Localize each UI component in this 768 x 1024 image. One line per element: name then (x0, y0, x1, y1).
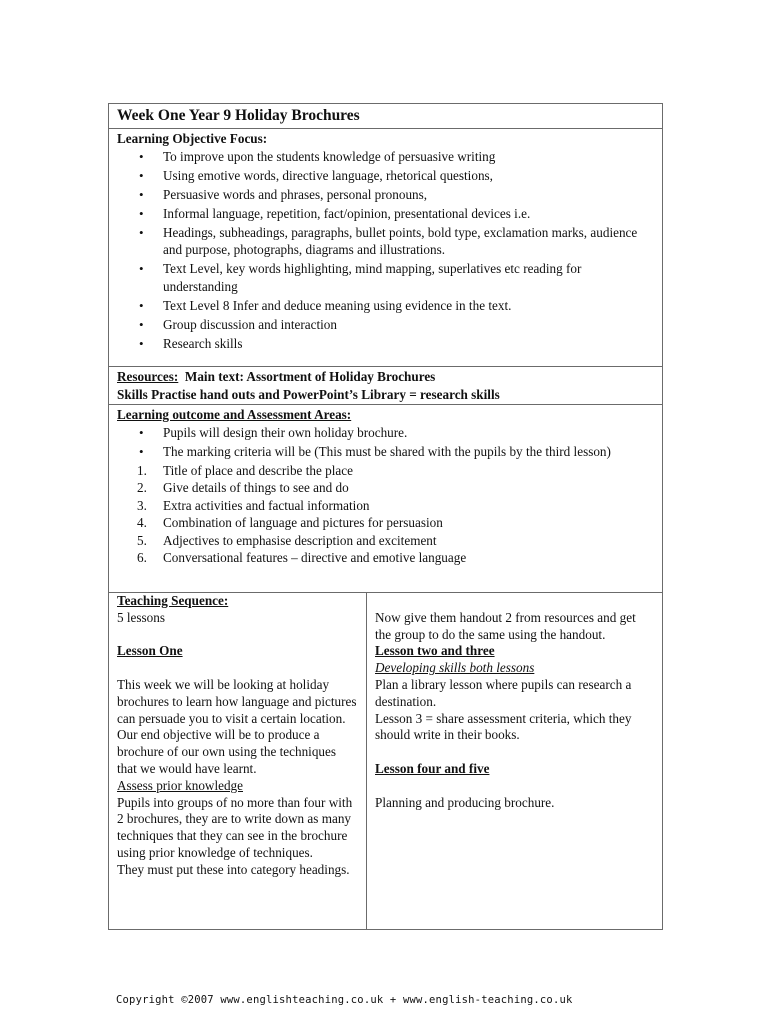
copyright-footer: Copyright ©2007 www.englishteaching.co.uk + www.english-teaching.co.uk (116, 994, 573, 1006)
resources-skills-line: Skills Practise hand outs and PowerPoint’s Library = research skills (117, 386, 500, 402)
list-item: • Pupils will design their own holiday brochure. (117, 424, 654, 442)
sequence-heading: Teaching Sequence: (117, 593, 229, 608)
item-number: 1. (137, 462, 147, 478)
list-item: • The marking criteria will be (This must be shared with the pupils by the third lesson) (117, 443, 654, 461)
item-number: 3. (137, 497, 147, 513)
lesson-one-heading: Lesson One (117, 643, 183, 659)
list-item: • Using emotive words, directive language, rhetorical questions, (117, 167, 654, 185)
sequence-left-column (109, 593, 367, 929)
item-number: 5. (137, 532, 147, 548)
list-item: • Text Level 8 Infer and deduce meaning using evidence in the text. (117, 297, 654, 315)
list-item: • Informal language, repetition, fact/opinion, presentational devices i.e. (117, 205, 654, 223)
item-text: Adjectives to emphasise description and excitement (163, 532, 437, 548)
item-text: Give details of things to see and do (163, 480, 349, 495)
list-item (117, 497, 654, 515)
assess-paragraph: Pupils into groups of no more than four with 2 brochures, they are to write down as many techniques that they can see in the brochure using prior knowledge of techniques. (117, 794, 353, 860)
list-item (117, 532, 654, 550)
list-item: • Text Level, key words highlighting, mind mapping, superlatives etc reading for understanding (117, 260, 654, 295)
developing-subheading: Developing skills both lessons (375, 660, 535, 676)
outcome-section (109, 404, 662, 592)
lessons-count: 5 lessons (117, 609, 165, 625)
resources-label: Resources: (117, 369, 179, 384)
item-text: Conversational features – directive and emotive language (163, 550, 467, 565)
list-item (117, 479, 654, 497)
objective-section (109, 128, 662, 366)
sequence-right-column (367, 593, 660, 929)
item-number: 2. (137, 480, 147, 495)
resources-main-text: Main text: Assortment of Holiday Brochures (178, 369, 436, 384)
lesson3-paragraph: Lesson 3 = share assessment criteria, which they should write in their books. (375, 710, 632, 743)
list-item: • Headings, subheadings, paragraphs, bullet points, bold type, exclamation marks, audience and purpose, photographs, diagrams and illustrations. (117, 224, 654, 259)
lesson-four-five-heading: Lesson four and five (375, 760, 490, 776)
planning-paragraph: Planning and producing brochure. (375, 794, 555, 810)
intro-paragraph: This week we will be looking at holiday brochures to learn how language and pictures can persuade you to visit a certain location. Our end objective will be to produce a brochure of our own using the techniques that we would have learnt. (117, 676, 357, 776)
handout-paragraph: Now give them handout 2 from resources and get the group to do the same using the handout. (375, 609, 636, 642)
lesson-two-three-heading: Lesson two and three (375, 643, 495, 659)
list-item (117, 462, 654, 480)
objective-heading: Learning Objective Focus: (117, 131, 268, 146)
list-item: • Persuasive words and phrases, personal pronouns, (117, 186, 654, 204)
item-text: Combination of language and pictures for persuasion (163, 515, 443, 530)
list-item (117, 549, 654, 567)
resources-section (109, 366, 662, 404)
assess-heading: Assess prior knowledge (117, 777, 243, 793)
item-text: Title of place and describe the place (163, 462, 353, 478)
outcome-heading: Learning outcome and Assessment Areas: (117, 407, 352, 422)
item-number: 6. (137, 550, 147, 565)
list-item: • To improve upon the students knowledge of persuasive writing (117, 148, 654, 166)
teaching-sequence-section (109, 592, 662, 929)
lesson-plan-table (108, 103, 663, 930)
item-text: Extra activities and factual information (163, 497, 370, 513)
category-paragraph: They must put these into category headings. (117, 861, 350, 877)
item-number: 4. (137, 515, 147, 530)
list-item (117, 514, 654, 532)
library-paragraph: Plan a library lesson where pupils can research a destination. (375, 676, 632, 709)
objective-list (117, 148, 654, 353)
document-title: Week One Year 9 Holiday Brochures (117, 107, 360, 124)
criteria-list (117, 462, 654, 567)
list-item: • Research skills (117, 335, 654, 353)
list-item: • Group discussion and interaction (117, 316, 654, 334)
outcome-bullets (117, 424, 654, 461)
resources-line (117, 368, 654, 386)
